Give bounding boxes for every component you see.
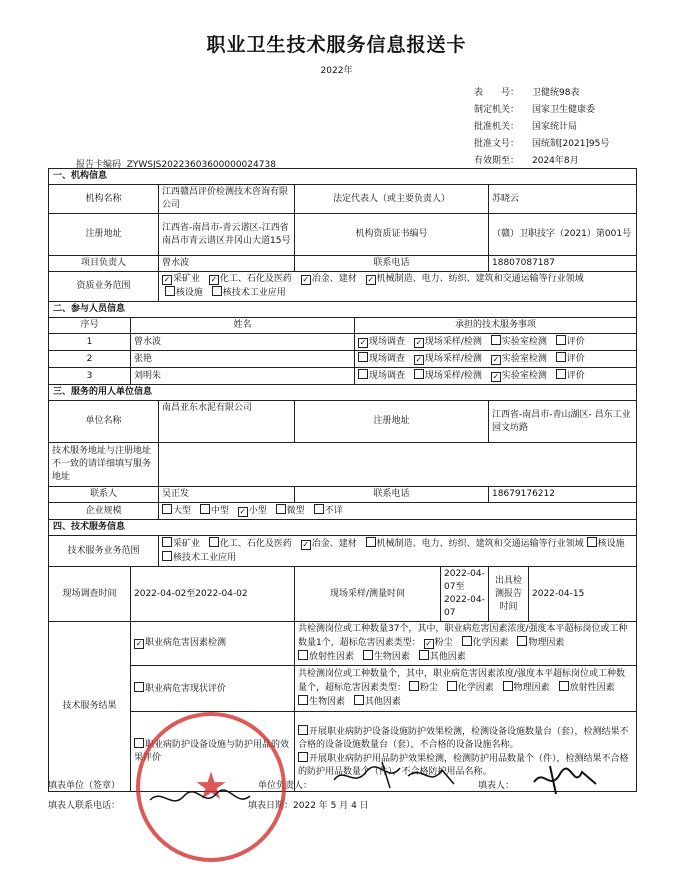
checkbox-icon[interactable] <box>363 650 373 660</box>
scope-option <box>301 274 357 284</box>
person-no: 1 <box>49 334 131 351</box>
meta-label: 制定机关： <box>474 105 520 115</box>
scope-option <box>366 539 584 549</box>
checkbox-icon[interactable]: ✓ <box>302 275 310 284</box>
task-option <box>556 354 585 364</box>
survey-time-label: 现场调查时间 <box>49 567 131 622</box>
option-label: 机械制造、电力、纺织、建筑和交通运输等行业领域 <box>376 274 584 284</box>
option-label: 生物因素 <box>373 652 410 662</box>
checkbox-icon[interactable] <box>447 681 457 691</box>
meta-approval-no <box>474 136 609 149</box>
protection-equipment-line <box>298 725 633 752</box>
checkbox-icon[interactable] <box>491 335 501 345</box>
contact-phone-label: 联系电话 <box>295 487 489 503</box>
report-number-value: ZYWSJS20223603600000024738 <box>126 160 276 170</box>
task-option <box>358 337 405 347</box>
meta-value: 国家统计局 <box>532 122 578 132</box>
checkbox-icon[interactable] <box>298 725 308 735</box>
meta-approver <box>474 119 577 132</box>
option-label: 现场调查 <box>369 371 406 381</box>
contact-value: 吴正发 <box>159 487 295 503</box>
survey-time-value: 2022-04-02至2022-04-02 <box>131 567 295 622</box>
service-scope-label: 技术服务业务范围 <box>49 536 159 567</box>
scope-options <box>159 272 637 302</box>
checkbox-icon[interactable] <box>414 369 424 379</box>
meta-form-no <box>474 85 579 98</box>
checkbox-icon[interactable] <box>209 537 219 547</box>
task-option <box>358 371 405 381</box>
legal-rep-value: 苏晓云 <box>489 185 637 214</box>
results-label: 技术服务结果 <box>49 622 131 792</box>
col-header-task: 承担的技术服务事项 <box>355 318 637 334</box>
meta-label: 批准文号： <box>474 139 520 149</box>
footer-date-value: 2022 年 5 月 4 日 <box>293 801 369 811</box>
meta-issuer <box>474 102 595 115</box>
option-label: 职业病防护设备设施与防护用品的效果评价 <box>134 740 290 763</box>
size-option <box>238 506 267 516</box>
checkbox-icon[interactable] <box>162 504 172 514</box>
meta-value: 国统制[2021]95号 <box>532 139 610 149</box>
checkbox-icon[interactable]: ✓ <box>135 639 143 648</box>
factor-option <box>298 652 354 662</box>
option-label: 核设施 <box>597 539 625 549</box>
checkbox-icon[interactable]: ✓ <box>239 507 247 516</box>
checkbox-icon[interactable]: ✓ <box>425 639 432 648</box>
option-label: 物理因素 <box>513 683 550 693</box>
option-label: 采矿业 <box>173 274 201 284</box>
option-label: 评价 <box>566 371 585 381</box>
result-evaluation-label <box>131 666 295 712</box>
checkbox-icon[interactable]: ✓ <box>367 275 375 284</box>
option-label: 放射性因素 <box>309 652 355 662</box>
meta-valid-until <box>474 153 579 166</box>
option-label: 评价 <box>566 337 585 347</box>
option-label: 核设施 <box>175 288 203 298</box>
checkbox-icon[interactable] <box>134 682 144 692</box>
size-option <box>200 506 229 516</box>
option-label: 其他因素 <box>364 697 401 707</box>
person-row <box>49 351 637 368</box>
service-address-label: 技术服务地址与注册地址不一致的请详细填写服务地址 <box>49 443 159 487</box>
service-address-value <box>159 443 637 487</box>
checkbox-icon[interactable] <box>366 537 376 547</box>
col-header-no: 序号 <box>49 318 131 334</box>
person-tasks <box>355 351 637 368</box>
org-name-value: 江西赣昌评价检测技术咨询有限公司 <box>159 185 295 214</box>
scope-option <box>162 288 203 298</box>
checkbox-icon[interactable] <box>556 335 566 345</box>
scope-option <box>162 274 200 284</box>
factor-option <box>424 638 453 648</box>
address-label: 注册地址 <box>49 214 159 256</box>
unit-name-value: 南昌亚东水泥有限公司 <box>159 401 295 443</box>
option-label: 职业病危害因素检测 <box>145 638 227 648</box>
task-option <box>556 371 585 381</box>
option-label: 实验室检测 <box>501 354 547 364</box>
result-evaluation-text <box>295 666 637 712</box>
sampling-time-label: 现场采样/测量时间 <box>295 567 441 622</box>
option-label: 实验室检测 <box>501 337 547 347</box>
checkbox-icon[interactable] <box>354 695 364 705</box>
checkbox-icon[interactable]: ✓ <box>492 355 500 364</box>
checkbox-icon[interactable]: ✓ <box>359 338 367 347</box>
report-time-value: 2022-04-15 <box>529 567 637 622</box>
task-option <box>491 337 547 347</box>
footer-phone-label: 填表人联系电话： <box>48 801 121 811</box>
pm-value: 曾水波 <box>159 256 295 272</box>
unit-address-label: 注册地址 <box>295 401 489 443</box>
checkbox-icon[interactable] <box>165 286 175 296</box>
checkbox-icon[interactable] <box>559 681 569 691</box>
footer-date-label: 填表日期： <box>248 801 294 811</box>
option-label: 放射性因素 <box>569 683 615 693</box>
checkbox-icon[interactable]: ✓ <box>210 275 218 284</box>
option-label: 化工、石化及医药 <box>219 274 292 284</box>
enterprise-size-label: 企业规模 <box>49 503 159 520</box>
checkbox-icon[interactable] <box>276 504 286 514</box>
checkbox-icon[interactable]: ✓ <box>415 355 423 364</box>
task-option <box>414 337 482 347</box>
phone-value: 18807087187 <box>489 256 637 272</box>
size-option <box>276 506 305 516</box>
option-label: 冶金、建材 <box>311 539 357 549</box>
factor-option <box>517 638 564 648</box>
option-label: 其他因素 <box>429 652 466 662</box>
person-name: 张艳 <box>131 351 355 368</box>
option-label: 生物因素 <box>309 697 346 707</box>
result-text: 开展职业病防护设备设施防护效果检测，检测设备设施数量台（套），检测结果不合格的设备设施数量台（套），不合格的设备设施名称。 <box>298 726 629 750</box>
task-option <box>491 371 547 381</box>
option-label: 核技术工业应用 <box>173 553 237 563</box>
option-label: 现场采样/检测 <box>424 337 482 347</box>
checkbox-icon[interactable] <box>298 695 308 705</box>
phone-handwriting <box>146 784 256 814</box>
result-text: 共检测岗位或工种数量37个，其中，职业病危害因素浓度/强度本平超标岗位或工种数量1个，超标危害因素类型： <box>298 624 628 648</box>
section-heading: 四、技术服务信息 <box>49 520 637 536</box>
report-time-label: 出具检测报告时间 <box>489 567 529 622</box>
checkbox-icon[interactable] <box>587 537 597 547</box>
factor-option <box>409 683 438 693</box>
option-label: 化学因素 <box>472 638 509 648</box>
scope-option <box>587 539 625 549</box>
checkbox-icon[interactable] <box>517 636 527 646</box>
meta-label: 有效期至： <box>474 156 520 166</box>
footer-head-label: 单位负责人： <box>258 781 313 791</box>
result-text: 开展职业病防护用品防护效果检测，检测防护用品数量个（件），检测结果不合格的防护用品数量个（件），不合格防护用品名称。 <box>298 753 629 777</box>
section-heading: 一、机构信息 <box>49 169 637 185</box>
factor-option <box>419 652 466 662</box>
contact-phone-value: 18679176212 <box>489 487 637 503</box>
option-label: 粉尘 <box>419 683 438 693</box>
unit-name-label: 单位名称 <box>49 401 159 443</box>
checkbox-icon[interactable]: ✓ <box>415 338 423 347</box>
option-label: 中型 <box>210 506 229 516</box>
enterprise-size-options <box>159 503 637 520</box>
section-heading: 三、服务的用人单位信息 <box>49 385 637 401</box>
option-label: 现场采样/检测 <box>424 354 482 364</box>
scope-option <box>212 288 286 298</box>
option-label: 化学因素 <box>457 683 494 693</box>
pm-label: 项目负责人 <box>49 256 159 272</box>
report-card-table <box>48 168 637 792</box>
checkbox-icon[interactable] <box>556 352 566 362</box>
option-label: 实验室检测 <box>501 371 547 381</box>
size-option <box>162 506 191 516</box>
factor-option <box>559 683 615 693</box>
checkbox-icon[interactable] <box>503 681 513 691</box>
option-label: 物理因素 <box>528 638 565 648</box>
option-label: 化工、石化及医药 <box>219 539 292 549</box>
contact-label: 联系人 <box>49 487 159 503</box>
person-no: 2 <box>49 351 131 368</box>
factor-option <box>298 697 345 707</box>
option-label: 职业病危害现状评价 <box>145 683 227 694</box>
scope-option <box>209 274 292 284</box>
factor-option <box>363 652 410 662</box>
checkbox-icon[interactable] <box>358 369 368 379</box>
meta-value: 2024年8月 <box>532 156 579 166</box>
service-scope-options <box>159 536 637 567</box>
option-label: 不详 <box>324 506 343 516</box>
checkbox-icon[interactable] <box>462 636 472 646</box>
person-name: 刘明朱 <box>131 368 355 385</box>
sampling-time-value: 2022-04-07至2022-04-07 <box>441 567 489 622</box>
factor-option <box>503 683 550 693</box>
checkbox-icon[interactable]: ✓ <box>302 540 310 549</box>
checkbox-icon[interactable] <box>556 369 566 379</box>
option-label: 采矿业 <box>173 539 201 549</box>
checkbox-icon[interactable] <box>162 537 172 547</box>
result-detection-label <box>131 622 295 666</box>
checkbox-icon[interactable]: ✓ <box>492 372 500 381</box>
person-row <box>49 368 637 385</box>
report-number-label: 报告卡编码 <box>76 160 122 170</box>
address-value: 江西省-南昌市-青云谱区-江西省南昌市青云谱区井冈山大道15号 <box>159 214 295 256</box>
task-option <box>358 354 405 364</box>
result-text: 共检测岗位或工种数量个，其中，职业病危害因素浓度/强度本平超标岗位或工种数量个，超标危害因素类型： <box>298 669 626 693</box>
option-label: 小型 <box>248 506 267 516</box>
option-label: 机械制造、电力、纺织、建筑和交通运输等行业领域 <box>376 539 584 549</box>
option-label: 评价 <box>566 354 585 364</box>
factor-option <box>447 683 494 693</box>
result-detection-text <box>295 622 637 666</box>
option-label: 现场采样/检测 <box>424 371 482 381</box>
option-label: 现场调查 <box>369 354 406 364</box>
size-option <box>314 506 343 516</box>
person-name: 曾水波 <box>131 334 355 351</box>
task-option <box>491 354 547 364</box>
checkbox-icon[interactable] <box>162 551 172 561</box>
phone-label: 联系电话 <box>295 256 489 272</box>
checkbox-icon[interactable] <box>200 504 210 514</box>
meta-label: 批准机关： <box>474 122 520 132</box>
cert-value: （赣）卫职技字（2021）第001号 <box>489 214 637 256</box>
task-option <box>556 337 585 347</box>
scope-option <box>162 539 200 549</box>
checkbox-icon[interactable] <box>212 286 222 296</box>
option-label: 核技术工业应用 <box>222 288 286 298</box>
document-year: 2022年 <box>320 66 353 76</box>
legal-rep-label: 法定代表人（或主要负责人） <box>295 185 489 214</box>
meta-value: 国家卫生健康委 <box>532 105 596 115</box>
checkbox-icon[interactable] <box>298 752 308 762</box>
checkbox-icon[interactable] <box>134 738 144 748</box>
unit-address-value: 江西省-南昌市-青山湖区- 昌东工业园文坊路 <box>489 401 637 443</box>
filler-signature <box>530 762 602 798</box>
checkbox-icon[interactable] <box>298 650 308 660</box>
factor-option <box>354 697 401 707</box>
meta-value: 卫健统98表 <box>532 88 580 98</box>
person-no: 3 <box>49 368 131 385</box>
option-label: 微型 <box>286 506 305 516</box>
meta-label: 表 号： <box>474 88 520 98</box>
col-header-name: 姓名 <box>131 318 355 334</box>
option-label: 大型 <box>173 506 192 516</box>
person-row <box>49 334 637 351</box>
head-signature <box>330 758 460 798</box>
task-option <box>414 354 482 364</box>
option-label: 冶金、建材 <box>311 274 357 284</box>
checkbox-icon[interactable] <box>409 681 419 691</box>
document-title: 职业卫生技术服务信息报送卡 <box>206 34 467 56</box>
factor-option <box>462 638 509 648</box>
checkbox-icon[interactable] <box>358 352 368 362</box>
checkbox-icon[interactable] <box>419 650 429 660</box>
checkbox-icon[interactable]: ✓ <box>163 275 171 284</box>
option-label: 现场调查 <box>369 337 406 347</box>
person-tasks <box>355 368 637 385</box>
checkbox-icon[interactable] <box>314 504 324 514</box>
footer-filler-label: 填表人： <box>478 781 515 791</box>
option-label: 粉尘 <box>434 638 453 648</box>
scope-option <box>209 539 292 549</box>
footer-unit-label: 填表单位（签章） <box>48 781 121 791</box>
seal-star-icon: ★ <box>193 764 229 808</box>
cert-label: 机构资质证书编号 <box>295 214 489 256</box>
section-heading: 二、参与人员信息 <box>49 302 637 318</box>
task-option <box>414 371 482 381</box>
person-tasks <box>355 334 637 351</box>
org-name-label: 机构名称 <box>49 185 159 214</box>
scope-label: 资质业务范围 <box>49 272 159 302</box>
scope-option <box>301 539 357 549</box>
scope-option <box>162 553 236 563</box>
scope-option <box>366 274 584 284</box>
